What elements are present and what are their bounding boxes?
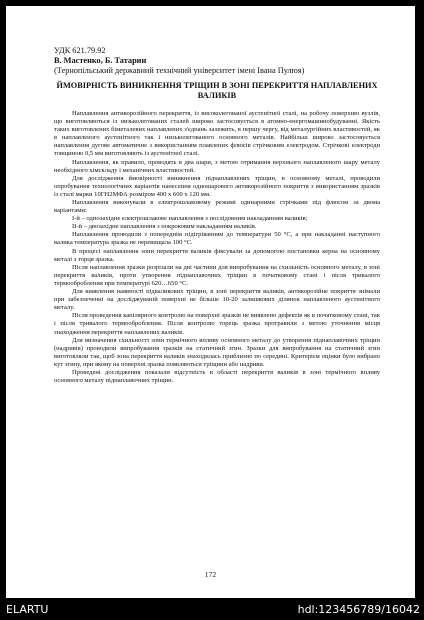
variant-item: ІІ-й – двозахідне наплавлення з покроковим накладанням валиків. — [72, 223, 257, 231]
viewer-footer — [0, 600, 424, 620]
body-paragraph: Наплавлення антикорозійного перекриття, із високолегованої аустенітної сталі, на робочу поверхню вузлів, що виготовляються із низьколегованих сталей широко застосовується в атомно-енергомашинобудуванні. Якість таких виготовлених біметалевих наплавлених з'єднань залежить, в першу чергу, від металургійних властивостей, як в наплавленого аустенітного так і низьколегованого основного металів. Найбільш широко застосовується наплавлення дугове автоматичне з використанням плавлених флюсів стрічковим електродом. Стрічкові електроди товщиною 0,5 мм виготовляють із аустенітної сталі. — [54, 109, 380, 158]
authors: В. Мастенко, Б. Татарин — [54, 55, 147, 65]
article-body — [54, 110, 380, 385]
body-paragraph: Для виявлення наявності підваликових тріщин, в зоні перекриття валиків, антикорозійне покриття знімали при забезпеченні на досліджуваній поверхні не більше 10-20 залишкових ділянок наплавленого аустенітного металу. — [54, 288, 380, 312]
body-paragraph: В процесі наплавлення зони перекриття валиків фіксували за допомогою постановки керна на основному металі з торця зразка. — [54, 247, 380, 263]
body-paragraph: Наплавлення, як правило, проводять в два шари, з метою отримання верхнього наплавленого шару металу необхідного хімскладу і механічних властивостей. — [54, 158, 380, 174]
page-number: 172 — [204, 570, 217, 579]
body-paragraph: Після наплавлення зразки розрізали на дві частини для випробування на схильність основного металу, в зоні перекриття валиків, проти утворення піднаплавочних тріщин в початковому стані і після тривалого термообробления при температурі 620…650 °С. — [54, 263, 380, 287]
article-title: ЙМОВІРНІСТЬ ВИНИКНЕННЯ ТРІЩИН В ЗОНІ ПЕРЕКРИТТЯ НАПЛАВЛЕНИХ ВАЛИКІВ — [56, 81, 378, 101]
document-page — [6, 6, 415, 598]
handle-identifier: hdl:123456789/16042 — [297, 603, 420, 616]
page-content — [54, 46, 380, 385]
body-paragraph: Для визначення схильності зони термічного впливу основного металу до утворення піднаплавочних тріщин (надривів) проводили випробування зразків на статичний згин. Зразки для випробування на статичний згин виготовляли так, щоб зона перекриття валиків знаходилась приблизно по середині. Критерієм оцінки було вибрано кут згину, при якому на поверхні зразка появляються тріщини або надриви. — [54, 336, 380, 368]
udc-code: УДК 621.79.92 — [54, 46, 106, 55]
repository-label: ELARTU — [6, 603, 49, 616]
body-paragraph: Для дослідження ймовірності виникнення піднаплавлених тріщин, в основному металі, проводили опробування технологічних варіантів нанесення одношарового антикорозійного покриття з використанням зразків із сталі марки 10ГН2МФА розміром 400 х 600 х 120 мм. — [54, 174, 380, 198]
variant-item: І-й – одноэахідне електрошлакове наплавлення з послідовним накладанням валиків; — [72, 215, 308, 223]
affiliation: (Тернопільський державний технічний університет імені Івана Пулюя) — [54, 65, 305, 75]
body-paragraph: Наплавлення виконували в електрошлаковому режимі одинарними стрічками під флюсом за двома варіантами: — [54, 199, 380, 215]
body-paragraph: Наплавлення проводили з попереднім підігріванням до температури 50 °С, а при накладанні наступного валика температура зразка не перевищала 100 °С. — [54, 231, 380, 247]
body-paragraph: Після проведення капілярного контролю на поверхні зразків не виявлено дефектів як в початковому стані, так і після тривалого термообробления. Після контролю торець зразка протравили з метою уточнення місця знаходження перекриття наплавлених валиків. — [54, 312, 380, 336]
body-paragraph: Проведені дослідження показали відсутність в області перекриття валиків в зоні термічного впливу основного металу піднаплавочних тріщин. — [54, 368, 380, 385]
